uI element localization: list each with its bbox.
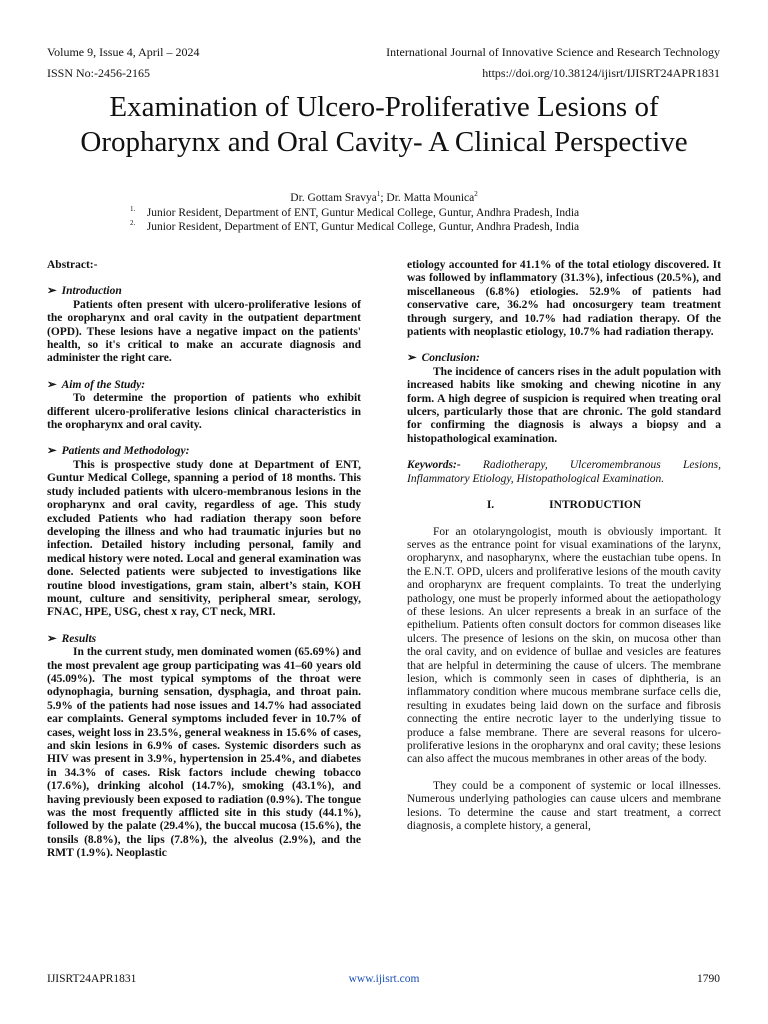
intro-heading [47,285,361,298]
conclusion-heading [407,352,721,365]
intro-paragraph: Patients often present with ulcero-proliferative lesions of the oropharynx and oral cavity in the outpatient department (OPD). These lesions have a negative impact on the patients' health, so it's critical to make an accurate diagnosis and administer the right care. [47,298,361,365]
abstract-label: Abstract:- [47,259,98,271]
footer-page-number: 1790 [697,973,720,985]
results-heading-text: Results [61,632,97,645]
author-1-sup: 1 [376,190,381,198]
arrow-bullet-icon: ➢ [407,352,417,365]
arrow-bullet-icon: ➢ [47,632,57,645]
aim-heading [47,379,361,392]
author-separator: ; [380,191,387,204]
section-number: I. [486,499,495,512]
affiliation-2-text: Junior Resident, Department of ENT, Guntur Medical College, Guntur, Andhra Pradesh, India [146,220,580,233]
affiliation-1-num: 1. [130,205,136,213]
aim-heading-text: Aim of the Study: [61,378,146,391]
volume-info: Volume 9, Issue 4, April – 2024 [47,45,200,59]
aim-paragraph: To determine the proportion of patients who exhibit different ulcero-proliferative lesions clinical characteristics in the oropharynx and oral cavity. [47,392,361,432]
footer-paper-id: IJISRT24APR1831 [47,973,137,985]
results-continued: etiology accounted for 41.1% of the total etiology discovered. It was followed by inflammatory (31.3%), infectious (20.5%), and miscellaneous (6.8%) etiologies. 52.9% of patients had conservative care, 36.2% had oncosurgery team treatment through surgery, and 10.7% had radiation therapy. Of the patients with neoplastic etiology, 10.7% had radiation therapy. [407,259,721,339]
conclusion-paragraph: The incidence of cancers rises in the adult population with increased habits like smoking and chewing nicotine in any form. A high degree of suspicion is required when treating oral ulcers, particularly those that are chronic. The gold standard for confirming the diagnosis is always a biopsy and a histopathological examination. [407,365,721,445]
affiliation-1-text: Junior Resident, Department of ENT, Guntur Medical College, Guntur, Andhra Pradesh, India [146,206,580,219]
journal-name: International Journal of Innovative Science and Research Technology [386,45,720,59]
arrow-bullet-icon: ➢ [47,285,57,298]
author-2: Dr. Matta Mounica [386,191,475,204]
issn: ISSN No:-2456-2165 [47,66,151,80]
methods-heading [47,445,361,458]
keywords [407,459,721,486]
intro-body-paragraph-1: For an otolaryngologist, mouth is obviously important. It serves as the entrance point for visual examinations of the larynx, oropharynx, and nasopharynx, where the eustachian tube opens. In the E.N.T. OPD, ulcers and proliferative lesions of the mouth cavity and oropharynx are frequent complaints. To treat the underlying pathology, one must be properly informed about the aetiopathology of these lesions. An ulcer represents a break in an surface of the epithelium. Patients often consult doctors for common diseases like ulcers. The presence of lesions on the skin, on mucosa other than the oral cavity, and on evidence of bullae and vesicles are features that are helpful in determining the cause of ulcers. The membrane lesion, which is commonly seen in cases of diphtheria, is an inflammatory condition where mucous membrane surface cells die, resulting in exudates being laid down on the surface and fibrosis connecting the entire necrotic layer to the underlying tissue to produce a false membrane. There are several reasons for ulcero-proliferative lesions in the oropharynx and oral cavity; these lesions can also affect the mucous membranes in other areas of the body. [407,525,721,766]
affiliation-2 [130,216,579,234]
left-column [47,259,361,861]
doi-link[interactable]: https://doi.org/10.38124/ijisrt/IJISRT24APR1831 [482,66,720,80]
arrow-bullet-icon: ➢ [47,445,57,458]
results-heading [47,633,361,646]
right-column [407,259,721,833]
title-line-2: Oropharynx and Oral Cavity- A Clinical Perspective [80,126,688,158]
intro-body-paragraph-2: They could be a component of systemic or local illnesses. Numerous underlying pathologies can cause ulcers and membrane lesions. To determine the cause and start treatment, a correct diagnosis, a complete history, a general, [407,779,721,833]
results-paragraph: In the current study, men dominated women (65.69%) and the most prevalent age group participating was 41–60 years old (45.09%). The most typical symptoms of the throat were odynophagia, burning sensation, dysphagia, and throat pain. 5.9% of the patients had nose issues and 14.7% had associated ear complaints. General symptoms included fever in 10.7% of cases, weight loss in 23.5%, general weakness in 15.6% of cases, and skin lesions in 6.9% of cases. Systemic disorders such as HIV was present in 3.9%, hypertension in 25.4%, and diabetes in 34.3% of cases. Risk factors include chewing tobacco (17.6%), drinking alcohol (14.7%), smoking (43.1%), and having previously been exposed to radiation (0.9%). The tongue was the most frequently afflicted site in this study (44.1%), followed by the palate (29.4%), the buccal mucosa (15.6%), the tonsils (8.8%), the lips (7.8%), the alveolus (2.9%), and the RMT (1.9%). Neoplastic [47,646,361,860]
conclusion-heading-text: Conclusion: [421,352,480,365]
keywords-label: Keywords:- [407,459,461,472]
author-2-sup: 2 [474,190,478,198]
methods-paragraph: This is prospective study done at Department of ENT, Guntur Medical College, spanning a period of 18 months. This study included patients with ulcero-membranous lesions in the oropharynx and oral cavity, regardless of age. This study excluded Patients who had radiation therapy soon before developing the illness and who had traumatic injuries but no infection. Detailed history including personal, family and medical history were noted. Local and general examination was done. Selected patients were subjected to investigations like routine blood investigations, gram stain, albert’s stain, KOH mount, culture and sensitivity, peripheral smear, serology, FNAC, HPE, USG, chest x ray, CT neck, MRI. [47,458,361,619]
footer-website-link[interactable]: www.ijisrt.com [348,973,420,985]
title-line-1: Examination of Ulcero-Proliferative Lesions of [109,91,659,123]
section-heading-introduction [407,499,721,512]
keywords-text: Radiotherapy, Ulceromembranous Lesions, Inflammatory Etiology, Histopathological Examination. [407,459,721,485]
section-title: INTRODUCTION [549,499,642,512]
affiliation-2-num: 2. [130,219,136,227]
intro-heading-text: Introduction [61,285,122,298]
methods-heading-text: Patients and Methodology: [61,445,190,458]
author-1: Dr. Gottam Sravya [290,191,377,204]
arrow-bullet-icon: ➢ [47,378,57,391]
paper-title [0,90,768,160]
